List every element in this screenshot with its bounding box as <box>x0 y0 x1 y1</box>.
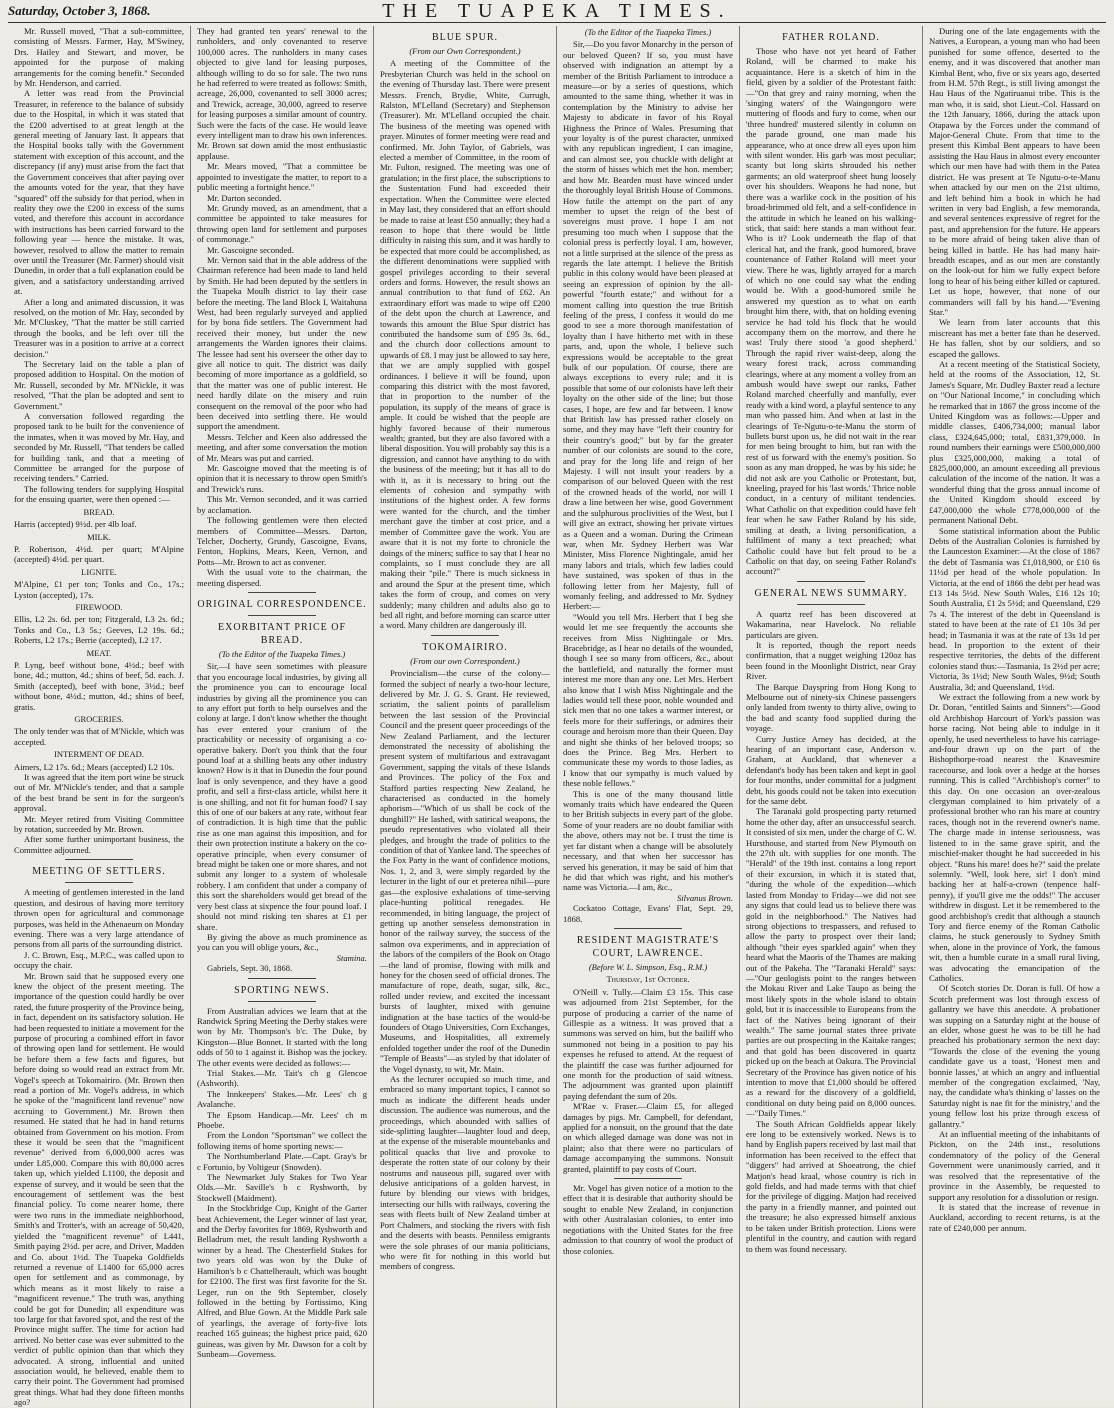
divider <box>248 592 316 593</box>
article-paragraph: A meeting of gentlemen interested in the land question, and desirous of having more territory thrown open for agricultural and commonage purposes, was held in the Athenaeum on Monday evening. There was a very large attendance of persons from all parts of the surrounding district. <box>14 887 184 950</box>
divider <box>65 859 133 860</box>
article-paragraph: A conversation followed regarding the proposed tank to be built for the convenience of the inmates, when it was moved by Mr. Hay, and seconded by Mr. Russell, "That tenders be called for building tank, and that a meeting of Committee be arranged for the purpose of receiving tenders." Carried. <box>14 411 184 484</box>
article-paragraph: Sir,—Do you favor Monarchy in the person of our beloved Queen? If so, you must have observed with indignation an attempt by a member of the British Parliament to introduce a measure—or by a series of questions, which amounted to the same thing, whether it was in contemplation by the Ministry to advise her Majesty to abdicate in favor of his Royal Highness the Prince of Wales. Presuming that your loyalty is of the purest character, unmixed with any republican ingredient, I can imagine, and can almost see, you chuckle with delight at the storm of hisses which met the hon. member; and how Mr. Bearden must have winced under the thoroughly loyal British House of Commons. How futile the attempt on the part of any member to upset the reign of the best of sovereigns must prove. I hope I am not presuming too much when I suppose that the colonial press is perfectly loyal. I am, however, not a little surprised at the silence of the press as regards the late attempt. I believe the British public in this colony would have been pleased at seeing an expression of opinion by the all-powerful "fourth estate;" and without for a moment calling into question the true British feeling of the press, I confess it would do me good to see a more thorough manifestation of loyalty than I have hitherto met with in these parts, and, upon the whole, I believe such expressions would be acceptable to the great bulk of our population. Of course, there are always exceptions to every rule; and it is possible that some of our colonists have left their loyalty on the other side of the line; but those cases, I hope, are few and far between. I know that British law has pressed rather closely on some, and they may have "left their country for their country's good;" but by far the greater number of our colonists are sound to the core, and pray for the long life and reign of her Majesty. I will not insult your readers by a comparison of our beloved Queen with the rest of the crowned heads of the world, nor will I draw a line between her wise, good Government and the sulphurous proclivities of the West, but I will give an extract, showing her private virtues as a Queen and a woman. During the Crimean war, when Mr. Sydney Herbert was War Minister, Miss Florence Nightingale, amid her many labors and trials, which few ladies could have sustained, was spoken of thus in the following letter from her Majesty, full of womanly feeling, and addressed to Mr. Sydney Herbert:— <box>563 39 733 612</box>
divider <box>248 978 316 979</box>
tender-heading: LIGNITE. <box>81 566 117 577</box>
article-paragraph: They had granted ten years' renewal to the runholders, and only covenanted to reserve 100,000 acres. The runholders in many cases objected to give land for leasing purposes, although willing to do so for sale. The two runs he had referred to were treated as follows: Smith, acreage, 26,000, covenanted to sell 3000 acres; and Trewick, acreage, 30,000, agreed to reserve for leasing purposes a similar amount of country. Such were the facts of the case. He would leave every intelligent man to draw his own inferences. Mr. Brown sat down amid the most enthusiastic applause. <box>197 26 367 161</box>
article-paragraph: From the London "Sportsman" we collect the following items of home sporting news:— <box>197 1130 367 1151</box>
article-paragraph: By giving the above as much prominence as you can you will oblige yours, &c., <box>197 931 367 953</box>
masthead <box>8 0 1106 23</box>
article-paragraph: From Australian advices we learn that at the Randwick Spring Meeting the Derby stakes were won by Mr. Thompson's b'c. The Duke, by Kingston—Blue Bonnet. It started with the long odds of 50 to 1 against it. Bishop was the jockey. The other events were decided as follows:— <box>197 1005 367 1068</box>
section-heading: BLUE SPUR. <box>431 32 499 43</box>
article-paragraph: Some statistical information about the Public Debts of the Australian Colonies is furnished by the Launceston Examiner:—At the close of 1867 the debt of Tasmania was £1,018,900, or £10 6s 11½d per head of the whole population. In Victoria, at the end of 1866 the debt per head was £13 14s 5½d. New South Wales, £16 12s 10; South Australia, £1 2s 5½d; and Queensland, £29 7s 4. The interest of the debt in Queensland is stated to have been at the rate of £1 10s 3d per head; in Tasmania it was at the rate of 13s 1d per head. In proportion to the extent of their respective territories, the debts of the different colonies stand thus:—Tasmania, 1s 2½d per acre; Victoria, 3s 1½d; New South Wales, 9½d; South Australia, 3d; and Queensland, 1½d. <box>929 525 1100 692</box>
tender-item: Harris (accepted) 9½d. per 4lb loaf. <box>14 519 137 530</box>
column-1 <box>8 26 191 1408</box>
article-paragraph: A letter was read from the Provincial Treasurer, in reference to the balance of subsidy due to the Hospital, in which it was stated that the £200 advertised to at great length at the general meeting of January last. It appears that the Hospital books tally with the Government statement with exception of this account, and the discrepancy (if any) must arise from the fact that the Government conceives that after paying over the amounts voted for the year, that they have "squared" off the subsidy for that period, when in reality they owe the £200 in excess of the sums voted, and therefore this account in accordance with instructions has been carried forward to the following year — hence the mistake. It was, however, resolved to allow the matter to remain over until the Treasurer (Mr. Farmer) should visit Dunedin, in order that a full explanation could be given, and a satisfactory understanding arrived at. <box>14 88 184 297</box>
article-paragraph: The following tenders for supplying Hospital for the ensuing quarter, were then opened :— <box>14 483 184 505</box>
columns <box>8 26 1106 1408</box>
divider <box>248 1001 316 1002</box>
article-paragraph: J. C. Brown, Esq., M.P.C., was called upon to occupy the chair. <box>14 949 184 971</box>
newspaper-title: THE TUAPEKA TIMES. <box>382 0 732 22</box>
article-paragraph: Mr. Meyer retired from Visiting Committee by rotation, succeeded by Mr. Brown. <box>14 813 184 835</box>
section-heading: RESIDENT MAGISTRATE'S COURT, LAWRENCE. <box>576 934 720 959</box>
article-paragraph: The Innkeepers' Stakes.—Mr. Lees' ch g Avalanche. <box>197 1088 367 1110</box>
article-paragraph: Mr. Gascoigne moved that the meeting is of opinion that it is necessary to throw open Smith's and Trewick's runs. <box>197 463 367 494</box>
article-paragraph: This is one of the many thousand little womanly traits which have endeared the Queen to her British subjects in every part of the globe. Some of your readers are no doubt familiar with the above, others may not be. I trust the time is yet far distant when a change will be absolutely necessary, and that when her successor has served his generation, it may be said of him that he did that which was right, and his mother's name was Victoria.—I am, &c., <box>563 788 733 893</box>
divider <box>248 615 316 616</box>
tender-heading: GROCERIES. <box>74 714 124 724</box>
article-subheading: (To the Editor of the Tuapeka Times.) <box>584 27 712 37</box>
tender-item: Aimers, L2 17s. 6d.; Mears (accepted) L2 10s. <box>14 761 175 772</box>
article-paragraph: Sir,—I have seen sometimes with pleasure that you encourage local industries, by giving all the prominence you can to encourage local industries by giving all the prominence you can to any effort put forth to help ourselves and the colony at large. I don't know whether the thought has ever entered your cranium of the practicability or necessity of organising a co-operative bakery. Don't you think that the four pound loaf at a shilling beats any other industry known? How is it that in Dunedin the four pound loaf is only sevenpence, and they have a good profit, and sell a first-class article, whilst here it is one shilling, and not fit for human food? I say this of one of our bakers at any rate, without fear of contradiction. It is high time that the public rise as one man against this imposition, and for their own protection institute a bakery on the co-operative principle, when every consumer of bread might be taken one or more shares, and not submit any longer to a system of wholesale robbery. I am confident that under a company of this sort the shareholders would get bread of the very best class at sixpence the four pound loaf. I should not mind risking ten shares at £1 per share. <box>197 661 367 932</box>
article-paragraph: The South African Goldfields appear likely ere long to be extensively worked. News is to hand by English papers received by last mail that information has been received to the effect that "diggers" had arrived at Shoeatrong, the chief Matjon's head kraal, whose country is rich in gold fields, and had made terms with that chief for the privilege of digging. Matjon had received the party in a friendly manner, and pointed out the treasure; he also expressed himself anxious to be taken under British protection. Lions were plentiful in the country, and caution with regard to them was found necessary. <box>746 1118 916 1254</box>
section-heading: SPORTING NEWS. <box>234 984 330 996</box>
tender-heading: MILK. <box>87 531 111 542</box>
issue-date: Saturday, October 3, 1868. <box>8 3 151 18</box>
letter-dateline: Cockatoo Cottage, Evans' Flat, Sept. 29, 1868. <box>563 903 733 924</box>
article-paragraph: After some further unimportant business, the Committee adjourned. <box>14 834 184 855</box>
article-paragraph: This Mr. Vernon seconded, and it was carried by acclamation. <box>197 494 367 515</box>
tender-item: P. Lyng, beef without bone, 4½d.; beef with bone, 4d.; mutton, 4d.; shins of beef, 5d. each. J. Smith (accepted), beef with bone, 3½d.; beef without bone, 4½d.; mutton, 4d.; shins of beef, gratis. <box>14 659 184 712</box>
article-paragraph: Mr. Gascoigne seconded. <box>207 244 294 255</box>
section-heading: TOKOMAIRIRO. <box>422 641 508 653</box>
article-paragraph: Those who have not yet heard of Father Roland, will be charmed to make his acquaintance. Here is a sketch of him in the field, given by a soldier of the Protestant faith:—"On that grey and rainy morning, when the 'singing waters' of the Waingongoro were muttering of floods and fury to come, when our 'three hundred' mustered silently in column on the parade ground, one man made his appearance, who at once drew all eyes upon him with silent wonder. His garb was most peculiar; scanty but long skirts shrouded his nether garments; an old waterproof sheet hung loosely over his shoulders. Weapons he had none, but there was a warlike cock in the position of his broad-brimmed old felt, and a self-confidence in the attitude in which he leaned on his walking-stick, that said: here stands a man without fear. Who is it? Look underneath the flap of that clerical hat, and the frank, good humored, brave countenance of Father Roland will meet your view. There he was, lightly arrayed for a march of which no one could say what the ending would be. With a good-humored smile he answered my question as to what on earth brought him there, with, that on holding evening service he had told his flock that he would accompany them on the morrow, and there he was! Truly there stood 'a good shepherd.' Through the rapid river waist-deep, along the weary forest track, across commanding clearings, where at any moment a volley from an ambush would have swept our ranks, Father Roland marched cheerfully and manfully, ever ready with a kind word, a playful sentence to any man who passed him. And when at last in the clearings of Te-Ngutu-o-te-Manu the storm of bullets burst upon us, he did not wait in the rear for men being brought to him, but ran with the rest of us forward with the enemy's position. So soon as any man dropped, he was by his side; he did not ask are you Catholic or Protestant, but, kneeling, prayed for his 'last words.' Thrice noble conduct, in a century of militant tendencies. What Catholic on that expedition could have felt fear when he saw Father Roland by his side, smiling at death, a living personification, a fulfilment of many a text preached; what Catholic could have but felt proud to be a Catholic on that day, on seeing Father Roland's account?" <box>746 46 916 577</box>
article-subheading: (From our own Correspondent.) <box>410 655 520 666</box>
tender-heading: INTERMENT OF DEAD. <box>54 749 144 760</box>
article-paragraph: The following gentlemen were then elected members of Committee—Messrs. Darton, Telcher, Docherty, Grundy, Gascoigne, Evans, Fenton, Hopkins, Mears, Keen, Vernon, and Potts—Mr. Brown to act as convener. <box>197 515 367 567</box>
article-paragraph: As the lecturer occupied so much time, and embraced so many important topics, I cannot so much as indicate the different heads under discussion. The audience was numerous, and the proceedings, which abounded with sallies of side-splitting laughter—laughter loud and deep, at the expense of the miserable mountebanks and political quacks that live and provoke to desperate the rotten state of our colony by their nostrums and nauseous pill, sugared over with delusive anticipations of a golden harvest, in future by blending our views with bridges, intersecting our hills with railways, covering the seas with fleets built of New Zealand timber at Port Chalmers, and stocking the rivers with fish and the deserts with beasts. Penniless emigrants were the sole phrases of our mania politicians, who were fit for nothing in this world but members of congress. <box>380 1074 550 1272</box>
article-paragraph: Mr. Russell moved, "That a sub-committee, consisting of Messrs. Farmer, Hay, M'Swiney, Drs. Hailey and Stewart, and mover, be appointed for the purpose of making arrangements for the coming benefit." Seconded by Mr. Henderson, and carried. <box>14 26 184 89</box>
divider <box>614 928 682 929</box>
section-heading: ORIGINAL CORRESPONDENCE. <box>197 598 367 610</box>
article-paragraph: Messrs. Telcher and Keen also addressed the meeting, and after some conversation the motion of Mr. Mears was put and carried. <box>197 431 367 463</box>
article-paragraph: After a long and animated discussion, it was resolved, on the motion of Mr. Hay, seconded by Mr. M'Cluskey, "That the matter be still carried through the books, and be left over till the Treasurer was in a position to arrive at a correct decision." <box>14 296 184 359</box>
column-6 <box>923 26 1106 1408</box>
divider <box>65 882 133 883</box>
article-paragraph: Curry Justice Arney has decided, at the hearing of an important case, Anderson v. Graham, at Auckland, that whenever a defendant's body has been taken and kept in gaol for four months, under committal for a judgment debt, his goods could not be taken into execution for the same debt. <box>746 733 916 807</box>
tender-item: P. Robertson, 4½d. per quart; M'Alpine (accepted) 4½d. per quart. <box>14 543 184 565</box>
column-5 <box>740 26 923 1408</box>
article-paragraph: Mr. Vogel has given notice of a motion to the effect that it is desirable that authority should be sought to enable New Zealand, in conjunction with other Australasian colonies, to enter into negotiations with the United States for the free admission to that country of wool the product of those colonies. <box>563 1183 733 1256</box>
article-heading: EXORBITANT PRICE OF BREAD. <box>217 621 347 646</box>
article-paragraph: Of Scotch stories Dr. Doran is full. Of how a Scotch preferment was lost through excess of gallantry we have this anecdote. A probationer was supping on a Saturday night at the house of an elder, whose guest he was to be till he had preached his probationary sermon the next day: "Towards the close of the evening the young candidate gave us a toast, 'Honest men and bonnie lasses,' at which an angry and influential member of the congregation exclaimed, 'Nay, nay, the candidate wha's thinking o' lasses on the Saturday night is nae fit for the ministry,' and the young fellow lost his prize through excess of gallantry." <box>929 983 1100 1129</box>
article-paragraph: Mr. Mears moved, "That a committee be appointed to investigate the matter, to report to a public meeting a fortnight hence." <box>197 161 367 193</box>
article-paragraph: A meeting of the Committee of the Presbyterian Church was held in the school on the evening of Thursday last. There were present Messrs. French, Brydie, White, Currugh, Ralston, M'Lelland (Secretary) and Stephenson (Treasurer). Mr. M'Lelland occupied the chair. The business of the meeting was opened with prayer. Minutes of former meeting were read and confirmed. Mr. John Taylor, of Gabriels, was elected a member of Committee, in the room of Mr. Fulton, resigned. The meeting was one of gratulation; in the first place, the subscriptions to the Sustentation Fund had exceeded their expectation. When the Committee were elected in May last, they considered that an effort should be made to raise at least £50 annually; they had a reason to hope that there would be little difficulty in raising this sum, and it was hardly to be expected that more could be accomplished, as the different denominations were supplied with gospel privileges according to their several orders and forms. However, the result shows an annual contribution to that fund of £62. An extraordinary effort was made to wipe off £200 of the debt upon the church at Lawrence, and towards this amount the Blue Spur district has contributed the handsome sum of £95 3s. 6d., and the church door collections amount to upwards of £8. I may just be allowed to say here, that we are amply supplied with gospel ordinances. I believe it will be found, upon comparing this district with the most favored, that in proportion to the number of the population, its supply of the means of grace is ample. It could be wished that the people are highly favored because of their numerous wealth; granted, but they are also favored with a liberal disposition. You will probably say this is a digression, and cannot have anything to do with the business of the meeting; but it has all to do with it, as it is necessary to bring out the elements of cohesion and sympathy with institutions of the highest order. A few forms were wanted for the church, and the timber merchant gave the timber at cost price, and a member of Committee gave the work. You are aware that it is not my forte to chronicle the doings of the miners; suffice to say that I hear no complaints, so I must conclude they are all making their "pile." There is much sickness in and around the Spur at the present time, which takes the form of croup, and comes on very suddenly; many children and adults also go to bed all right, and before morning can scarce utter a word. Many children are dangerously ill. <box>380 58 550 631</box>
divider <box>431 635 499 636</box>
letter-signature: Silvanus Brown. <box>676 892 733 903</box>
divider <box>797 604 865 605</box>
article-paragraph: With the usual vote to the chairman, the meeting dispersed. <box>197 567 367 588</box>
letter-dateline: Gabriels, Sept. 30, 1868. <box>207 963 293 974</box>
article-paragraph: O'Neill v. Tully.—Claim £3 15s. This case was adjourned from 21st September, for the purpose of producing a carrier of the name of Gillespie as a witness. It was proved that a summons was served on him, but the bailiff who summoned not being in a position to pay his expenses he refused to attend. At the request of the plaintiff the case was further adjourned for one month for the production of said witness. The adjournment was granted upon plaintiff paying defendant the sum of 20s. <box>563 986 733 1101</box>
article-paragraph: It is reported, though the report needs confirmation, that a nugget weighing 120oz has been found in the Moonlight District, near Gray River. <box>746 639 916 682</box>
article-paragraph: We extract the following from a new work by Dr. Doran, "entitled Saints and Sinners":—Good old Archbishop Harcourt of York's passion was horse racing. Not being able to indulge in it openly, he used nevertheless to have his carriage-and-four drawn up on the part of the Bishopthorpe-road nearest the Knavesmire racecourse, and look over a hedge at the horses running. This is called "Archbishop's corner" to this day. On one occasion an over-zealous clergyman complained to him privately of a professional brother who ran his mare at country races, though not in the reverend owner's name. The charge made in intense seriousness, was listened to in the same grave spirit, and the mischief-maker thought he had succeeded in his object. "Runs his mare! does he?" said the prelate solemnly. "Well, look here, sir! I don't mind backing her at half-a-crown (tenpence half-penny), if you'll give me the odds!" The accuser withdrew in disgust. Let it be remembered to the good archbishop's credit that although a staunch Tory and fierce enemy of the Roman Catholic claims, he stuck generously to Sydney Smith when, alone in the province of York, the famous wit, then a humble curate in a small rural living, was advocating the emancipation of the Catholics. <box>929 692 1100 983</box>
article-paragraph: Mr. Brown said that he supposed every one knew the object of the present meeting. The importance of the question could hardly be over rated, the future prosperity of the Province being, in fact, dependent on its satisfactory solution. He had been requested to initiate a movement for the purpose of procuring a combined effort in favor of throwing open land for settlement. He would be before them a few facts and figures, but before doing so would read an extract from Mr. Vogel's speech at Tokomairiro. (Mr. Brown then read a portion of Mr. Vogel's address, in which he spoke of the "magnificent land revenue" now accruing to Government.) Mr. Brown then resumed. He stated that he had in hand returns obtained from Government on his motion. From these it would be seen that the "magnificent revenue" derived from 6,000,000 acres was under L85,000. Compare this with 80,000 acres taken up, which yielded L1100, the deposit and expense of survey, and it would be seen that the encouragement of settlement was the best financial policy. To come nearer home, there were two runs in the immediate neighborhood, Smith's and Trotter's, with an acreage of 50,420, yielded the "magnificent revenue" of L441, Smith paying 2½d. per acre, and Driver, Madden and Co. about 1½d. The Tuapeka Goldfields returned a revenue of L1400 for 65,000 acres open for settlement and as commonage, by which means as it most likely to raise a "magnificent revenue." The truth was, anything could be got for Dunedin; all expenditure was too large for that favored spot, and the rest of the Province might suffer. The time for action had arrived. No better case was ever submitted to the verdict of public opinion than that which they advocated. A strong, influential and united association would, he believed, enable them to carry their point. The Government had promised great things. What had they done fifteen months ago? <box>14 970 184 1408</box>
section-heading: MEETING OF SETTLERS. <box>32 866 166 878</box>
article-subheading: (From our Own Correspondent.) <box>409 46 521 56</box>
letter-signature: Stamina. <box>336 952 367 963</box>
section-heading: FATHER ROLAND. <box>782 32 880 43</box>
article-paragraph: The Epsom Handicap.—Mr. Lees' ch m Phoebe. <box>197 1109 367 1130</box>
article-paragraph: In the Stockbridge Cup, Knight of the Garter beat Achievement, the Leger winner of last year, and the Derby favorites for 1869, Ryshworth and Belladrum met, the result landing Ryshworth a winner by a head. The Chesterfield Stakes for two years old was won by the Duke of Hamilton's b c Chattelherault, which was bought for £2100. The first was first favorite for the St. Leger, run on the 9th September, closely followed in the betting by Fortissimo, King Alfred, and Blue Gown. At the Middle Park sale of yearlings, the average of forty-five lots reached 165 guineas; the highest price paid, 620 guineas, was given by Mr. Dawson for a colt by Sunbeam—Governess. <box>197 1203 367 1359</box>
tender-item: Ellis, L2 2s. 6d. per ton; Fitzgerald, L3 2s. 6d.; Tonks and Co., L3 5s.; Geeves, L2 19s. 6d.; Roberts, L2 17s.; Berrie (accepted), L2 17. <box>14 614 184 646</box>
article-paragraph: It was agreed that the item port wine be struck out of Mr. M'Nickle's tender, and that a sample of the best brand be sent in for the surgeon's approval. <box>14 772 184 814</box>
article-paragraph: A quartz reef has been discovered at Wakamarina, near Havelock. No reliable particulars are given. <box>746 608 916 640</box>
article-paragraph: At a recent meeting of the Statistical Society, held at the rooms of the Association, 12, St. James's Square, Mr. Dudley Baxter read a lecture on "Our National Income," in concluding which he remarked that in 1867 the gross income of the United Kingdom was as follows:—Upper and middle classes, £406,734,000; manual labor class, £324,645,000; total, £831,379,000. In round numbers their earnings were £500,000,000 plus £325,000,000, making a total of £825,000,000, an amount exceeding all previous calculation of the income of the nation. It was a wonderful thing that the gross annual income of the United Kingdom should exceed by £47,000,000 the whole £778,000,000 of the permanent National Debt. <box>929 359 1100 526</box>
tender-item: The only tender was that of M'Nickle, which was accepted. <box>14 726 184 747</box>
article-paragraph: M'Rae v. Fraser.—Claim £5, for alleged damages by pigs. Mr. Campbell, for defendant, applied for a nonsuit, on the ground that the date on which alleged damage was done was not in plaint; also that there were no particulars of damage accompanying the summons. Nonsuit granted, plaintiff to pay costs of Court. <box>563 1101 733 1174</box>
column-2 <box>191 26 374 1408</box>
article-paragraph: Provincialism—the curse of the colony—formed the subject of nearly a two-hour lecture, delivered by Mr. J. G. S. Grant. He reviewed, scriatim, the salient points of parallelism between the last session of the Provincial Council and the present queer proceedings of the New Zealand Parliament, and the lecturer demonstrated the necessity of abolishing the present system of multifarious and extravagant Government, sapping the vitals of these Islands and Provinces. The policy of the Fox and Stafford parties respecting New Zealand, he characterised as conducted in the homely aphorism—"Which of us shall be cock of the dunghill?" He lashed, with satirical weapons, the pseudo representatives who violated all their pledges, and brought the trade of politics to the condition of that of Yankee land. The speeches of the Fox Party in the want of confidence motions, Nos. 1, 2, and 3, were simply regarded by the lecturer in the light of our et preterea nihil—pure gas—the explosive exhalations of time-serving place-hunting political renegades. He recommended, in biting language, the project of getting up another senseless demonstration in honor of the railway survey, the success of the salmon ova experiments, and in appreciation of the labors of the compilers of the Book on Otago—the land of promise, flowing with milk and honey for the chosen seed of official drones. The manufacture of rope, death, sugar, silk, &c., rolled under review, and excited the incessant bursts of laughter, mixed with genuine indignation at the base tactics of the would-be founders of Otago Universities, Corn Exchanges, Museums, and Hospitalities, all extremely enfolded together under the roof of the Dunedin "Temple of Beasts"—as styled by that idolater of the Vogel dynasty, to wit, Mr. Main. <box>380 668 550 1074</box>
article-paragraph: "Would you tell Mrs. Herbert that I beg she would let me see frequently the accounts she receives from Miss Nightingale or Mrs. Bracebridge, as I hear no details of the wounded, though I see so many from officers, &c., about the battlefield, and naturally the former must interest me more than any one. Let Mrs. Herbert also know that I wish Miss Nightingale and the ladies would tell these poor, noble wounded and sick men that no one takes a warmer interest, or feels more for their sufferings, or admires their courage and heroism more than their Queen. Day and night she thinks of her beloved troops; so does the Prince. Beg Mrs. Herbert to communicate these my words to those ladies, as I know that our sympathy is much valued by these noble fellows." <box>563 611 733 789</box>
article-paragraph: It is stated that the increase of revenue in Auckland, according to recent returns, is at the rate of £240,000 per annum. <box>929 1201 1100 1233</box>
article-paragraph: During one of the late engagements with the Natives, a European, a young man who had been punished for some offence, deserted to the enemy, and it was discovered that another man Kimbal Bent, who, five or six years ago, deserted from H.M. 57th Regt., is still living amongst the Hau Haus of the Ngatiruanui tribe. This is the man who, it is said, shot Lieut.-Col. Hassard on the 12th January, 1866, during the attack upon Otapawa by the Forces under the command of Major-General Chute. From that time to the present this Kimbal Bent appears to have been assisting the Hau Haus in almost every encounter which our men have had with them in the Patea district. He was present at Te Ngutu-o-te-Manu when attacked by our men on the 21st ultimo, and left behind him a book in which he had written in very bad English, a few memoranda, and several sentences expressive of regret for the past, and apprehension for the future. He appears to be more afraid of being taken alive than of being killed in battle. He has had many hair-breadth escapes, and as our men are constantly on the look-out for him we fully expect before long to hear of his being either killed or captured. Let us hope, however, that none of our commanders will fall by his hand.—"Evening Star." <box>929 26 1100 317</box>
article-paragraph: The Barque Dayspring from Hong Kong to Melbourne out of ninety-six Chinese passengers only landed from twenty to thirty alive, owing to the bad and scanty food supplied during the voyage. <box>746 681 916 734</box>
article-paragraph: We learn from later accounts that this miscreant has met a better fate than he deserved. He has fallen, shot by our soldiers, and so escaped the gallows. <box>929 317 1100 359</box>
column-4 <box>557 26 740 1408</box>
article-paragraph: The Secretary laid on the table a plan of proposed addition to Hospital. On the motion of Mr. Russell, seconded by Mr. M'Nickle, it was resolved, "That the plan be adopted and sent to Government." <box>14 359 184 411</box>
article-subheading: (To the Editor of the Tuapeka Times.) <box>218 648 346 659</box>
tender-item: M'Alpine, £1 per ton; Tonks and Co., 17s.; Lyston (accepted), 17s. <box>14 579 184 600</box>
divider <box>797 581 865 582</box>
tender-heading: FIREWOOD. <box>75 601 123 612</box>
article-paragraph: Mr. Darton seconded. <box>207 192 282 203</box>
section-heading: GENERAL NEWS SUMMARY. <box>754 587 908 599</box>
article-subheading: (Before W. L. Simpson, Esq., R.M.) <box>588 961 708 972</box>
tender-heading: BREAD. <box>83 506 115 517</box>
article-paragraph: The Northumberland Plate.—Capt. Gray's br c Fortunio, by Voltigeur (Snowden). <box>197 1151 367 1172</box>
article-paragraph: Mr. Vernon said that in the able address of the Chairman reference had been made to land held by Smith. He had been deputed by the settlers in the Tuapeka Moulh district to lay their case before the meeting. The land Block I, Waitahuna West, had been regularly surveyed and applied for by bona fide settlers. The Government had received their money, but under the new arrangements the Warden ignores their claims. The lessee had sent his overseer the other day to give all notice to quit. The district was daily becoming of more importance as a goldfield, so that the matter was one of public interest. He need hardly dilate on the misery and ruin consequent on the removal of the poor who had been deceived into settling there. He would support the amendment. <box>197 254 367 432</box>
divider <box>614 1178 682 1179</box>
article-paragraph: The Taranaki gold prospecting party returned home the other day, after an unsuccessful search. It consisted of six men, under the charge of C. W. Hursthouse, and started from New Plymouth on the 27th ult. with supplies for one month. The "Herald" of the 19th inst. contains a long report of their excursion, in which it is stated that, "during the whole of the expedition—which lasted from Monday to Friday—we did not see any signs that could lead us to believe there was gold in the neighborhood." The Natives had strong objections to trespassers, and refused to allow the party to prospect over their land; although "their eyes sparkled again" when they heard what the Maoris of the Thames are making out of the Pakeha. The "Taranaki Herald" says:—"Our geologists point to the ranges between the Mokau River and Lake Taupo as being the most likely spots in the whole island to obtain gold, but it is inaccessible to Europeans from the fact of the Natives being ignorant of their wealth." The same journal states three private parties are out prospecting in the Kaitake ranges; and that gold has been discovered in quartz picked up on the beach at Oakura. The Provincial Secretary of the Province has given notice of his intention to move that £1,000 should be offered as a reward for the discovery of a goldfield, conditional on duty being paid on 8,000 ounces.—"Daily Times." <box>746 806 917 1119</box>
tender-heading: MEAT. <box>86 647 112 658</box>
article-paragraph: Mr. Grundy moved, as an amendment, that a committee be appointed to take measures for throwing open land for settlement and purposes of commonage." <box>197 202 367 245</box>
article-paragraph: At an influential meeting of the inhabitants of Pickton, on the 24th inst., resolutions condemnatory of the policy of the General Government were unanimously carried, and it was resolved that the representative of the province in the Assembly, be requested to support any resolution for a dissolution or resign. <box>929 1129 1100 1202</box>
court-date: Thursday, 1st October. <box>606 974 690 985</box>
article-paragraph: The Newmarket July Stakes for Two Year Olds.—Mr. Saville's b c Ryshworth, by Stockwell (Maidment). <box>197 1172 367 1203</box>
column-3 <box>374 26 557 1408</box>
article-paragraph: Trial Stakes.—Mr. Tait's ch g Glencoe (Ashworth). <box>197 1067 367 1089</box>
